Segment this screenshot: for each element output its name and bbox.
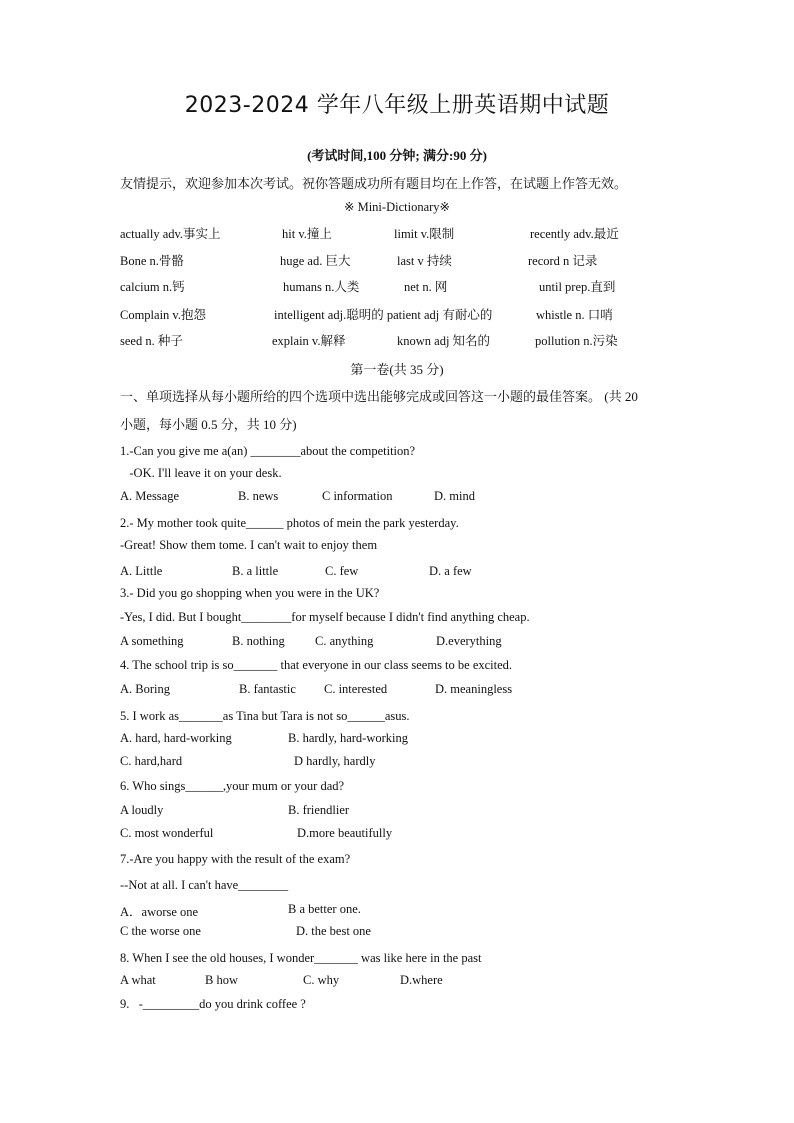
notice-text: 友情提示，欢迎参加本次考试。祝你答题成功所有题目均在上作答，在试题上作答无效。 <box>120 176 628 191</box>
option-b: B how <box>205 973 238 987</box>
option-d: D.everything <box>436 634 502 648</box>
option-a: A. Boring <box>120 682 170 696</box>
page-title: 2023-2024 学年八年级上册英语期中试题 <box>184 93 610 118</box>
option-c: C information <box>322 489 393 503</box>
option-c: C. hard,hard <box>120 754 183 768</box>
option-c: C. few <box>325 564 359 578</box>
option-a: A something <box>120 634 184 648</box>
question-text: 5. I work as_______as Tina but Tara is not so______asus. <box>120 709 410 723</box>
option-b: B. nothing <box>232 634 285 648</box>
option-a: A．aworse one <box>120 905 199 919</box>
question-text: 7.-Are you happy with the result of the exam? <box>120 852 351 866</box>
question-text: 1.-Can you give me a(an) ________about the competition? <box>120 444 416 458</box>
dict-entry: Complain v.抱怨 <box>120 308 206 322</box>
question-text: 4. The school trip is so_______ that everyone in our class seems to be excited. <box>120 658 513 672</box>
option-d: D.where <box>400 973 443 987</box>
option-d: D. mind <box>434 489 475 503</box>
exam-info: (考试时间,100 分钟; 满分:90 分) <box>307 148 487 163</box>
option-d: D. the best one <box>296 924 371 938</box>
option-b: B. hardly, hard-working <box>288 731 408 745</box>
question-text: --Not at all. I can't have________ <box>120 878 289 892</box>
question-text: 8. When I see the old houses, I wonder_______ was like here in the past <box>120 951 482 965</box>
dict-entry: known adj 知名的 <box>397 334 491 348</box>
dict-entry: hit v.撞上 <box>282 227 332 241</box>
option-c: C. interested <box>324 682 388 696</box>
question-text: -Great! Show them tome. I can't wait to enjoy them <box>120 538 378 552</box>
section-instructions: 小题，每小题 0.5 分，共 10 分) <box>120 417 297 432</box>
dict-entry: intelligent adj.聪明的 patient adj 有耐心的 <box>274 308 493 322</box>
question-text: -OK. I'll leave it on your desk. <box>120 466 282 480</box>
option-c: C. why <box>303 973 340 987</box>
option-a: A. hard, hard-working <box>120 731 232 745</box>
dict-entry: humans n.人类 <box>283 280 360 294</box>
dict-entry: explain v.解释 <box>272 334 346 348</box>
option-b: B. a little <box>232 564 279 578</box>
question-text: -Yes, I did. But I bought________for myself because I didn't find anything cheap. <box>120 610 530 624</box>
option-c: C the worse one <box>120 924 201 938</box>
option-b: B. news <box>238 489 279 503</box>
dict-entry: calcium n.钙 <box>120 280 185 294</box>
dict-entry: last v 持续 <box>397 254 452 268</box>
dict-entry: whistle n. 口哨 <box>536 308 613 322</box>
option-b: B a better one. <box>288 902 361 916</box>
section-instructions: 一、单项选择从每小题所给的四个选项中选出能够完成或回答这一小题的最佳答案。 (共 20 <box>120 389 638 404</box>
dict-entry: pollution n.污染 <box>535 334 618 348</box>
dict-entry: seed n. 种子 <box>120 334 183 348</box>
option-d: D. a few <box>429 564 472 578</box>
dict-entry: net n. 网 <box>404 280 448 294</box>
dict-entry: recently adv.最近 <box>530 227 619 241</box>
option-c: C. most wonderful <box>120 826 214 840</box>
question-text: 6. Who sings______,your mum or your dad? <box>120 779 345 793</box>
question-text: 2.- My mother took quite______ photos of mein the park yesterday. <box>120 516 459 530</box>
dict-entry: limit v.限制 <box>394 227 455 241</box>
option-a: A what <box>120 973 156 987</box>
dict-entry: until prep.直到 <box>539 280 616 294</box>
option-d: D hardly, hardly <box>294 754 376 768</box>
dict-entry: record n 记录 <box>528 254 598 268</box>
option-d: D. meaningless <box>435 682 513 696</box>
dict-entry: Bone n.骨骼 <box>120 254 184 268</box>
dictionary-heading: ※ Mini-Dictionary※ <box>344 200 450 214</box>
option-c: C. anything <box>315 634 374 648</box>
option-b: B. fantastic <box>239 682 296 696</box>
part-one-heading: 第一卷(共 35 分) <box>350 362 444 377</box>
option-b: B. friendlier <box>288 803 350 817</box>
question-text: 3.- Did you go shopping when you were in the UK? <box>120 586 380 600</box>
option-a: A. Little <box>120 564 163 578</box>
dict-entry: huge ad. 巨大 <box>280 254 351 268</box>
dict-entry: actually adv.事实上 <box>120 227 221 241</box>
option-a: A. Message <box>120 489 180 503</box>
question-text: 9. -_________do you drink coffee ? <box>120 997 306 1011</box>
option-a: A loudly <box>120 803 164 817</box>
option-d: D.more beautifully <box>297 826 393 840</box>
